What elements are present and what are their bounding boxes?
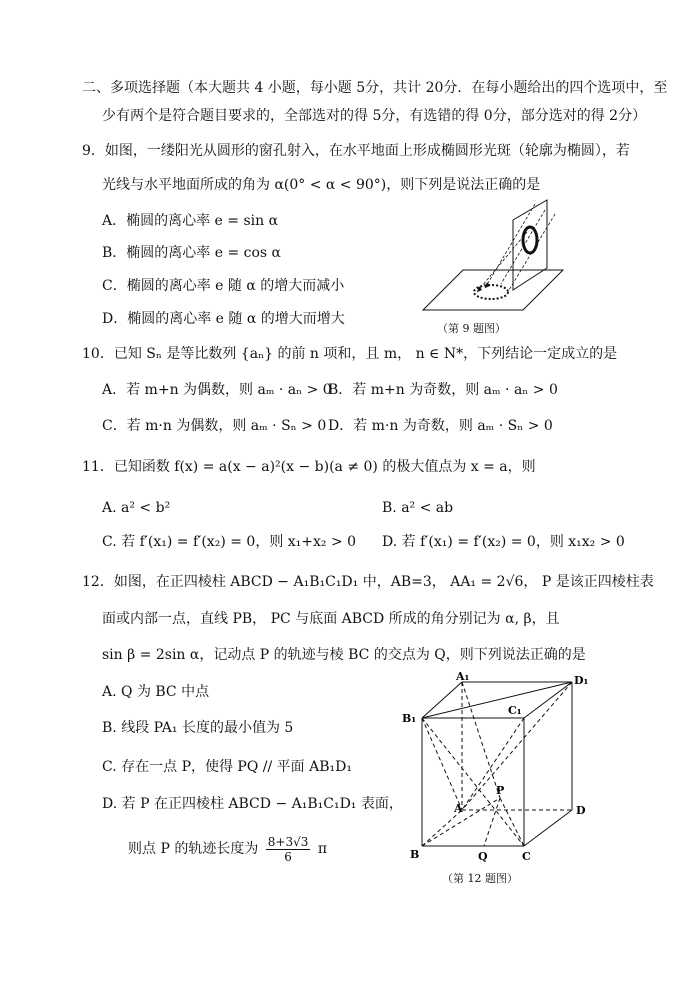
q12-option-d-suffix: π xyxy=(317,841,328,857)
q9-figure-caption: （第 9 题图） xyxy=(437,322,506,335)
q10-option-d: D．若 m·n 为奇数，则 aₘ · Sₙ > 0 xyxy=(328,418,553,434)
q12-stem-line3: sin β = 2sin α，记动点 P 的轨迹与棱 BC 的交点为 Q，则下列说法正确的是 xyxy=(102,647,586,663)
section-header-line1: 二、多项选择题（本大题共 4 小题，每小题 5分，共计 20分．在每小题给出的四个选项中，至 xyxy=(82,80,668,96)
q12-figure-caption: （第 12 题图） xyxy=(442,872,518,885)
q10-option-b: B．若 m+n 为奇数，则 aₘ · aₙ > 0 xyxy=(328,382,558,398)
q10-option-c: C．若 m·n 为偶数，则 aₘ · Sₙ > 0 xyxy=(102,418,327,434)
label-C1: C₁ xyxy=(508,704,522,717)
section-header-line2: 少有两个是符合题目要求的，全部选对的得 5分，有选错的得 0分，部分选对的得 2分） xyxy=(102,108,647,124)
label-B1: B₁ xyxy=(402,712,417,725)
q9-figure xyxy=(415,192,570,322)
label-C: C xyxy=(522,850,531,863)
q10-stem: 10．已知 Sₙ 是等比数列 {aₙ} 的前 n 项和，且 m， n ∈ N*，下列结论一定成立的是 xyxy=(82,346,618,362)
q11-option-c: C. 若 f′(x₁) = f′(x₂) = 0，则 x₁+x₂ > 0 xyxy=(102,534,357,550)
q11-stem: 11．已知函数 f(x) = a(x − a)²(x − b)(a ≠ 0) 的极大值点为 x = a，则 xyxy=(82,459,536,475)
label-A1: A₁ xyxy=(456,670,470,683)
q12-option-d-line2 xyxy=(128,834,327,864)
q12-fraction-numerator: 8+3√3 xyxy=(267,834,309,849)
q12-fraction xyxy=(266,835,311,864)
q12-stem-line1: 12．如图，在正四棱柱 ABCD − A₁B₁C₁D₁ 中，AB=3， AA₁ = 2√6， P 是该正四棱柱表 xyxy=(82,574,654,590)
q9-option-a: A．椭圆的离心率 e = sin α xyxy=(102,213,279,229)
label-A: A xyxy=(454,802,463,815)
q12-option-d-prefix: 则点 P 的轨迹长度为 xyxy=(128,841,259,857)
q11-option-a: A. a² < b² xyxy=(102,500,171,516)
q9-stem-line2: 光线与水平地面所成的角为 α(0° < α < 90°)，则下列是说法正确的是 xyxy=(102,177,541,193)
q9-option-d: D．椭圆的离心率 e 随 α 的增大而增大 xyxy=(102,311,345,327)
q12-option-d: D. 若 P 在正四棱柱 ABCD − A₁B₁C₁D₁ 表面， xyxy=(102,796,403,812)
label-Q: Q xyxy=(478,850,488,863)
q11-option-b: B. a² < ab xyxy=(382,500,454,516)
q12-stem-line2: 面或内部一点，直线 PB， PC 与底面 ABCD 所成的角分别记为 α, β，且 xyxy=(102,611,560,627)
label-P: P xyxy=(496,784,505,797)
q9-stem-line1: 9．如图，一缕阳光从圆形的窗孔射入，在水平地面上形成椭圆形光斑（轮廓为椭圆），若 xyxy=(82,143,630,159)
q12-figure xyxy=(396,670,596,870)
q12-option-c: C. 存在一点 P，使得 PQ // 平面 AB₁D₁ xyxy=(102,759,352,775)
q9-option-c: C．椭圆的离心率 e 随 α 的增大而减小 xyxy=(102,278,345,294)
q12-option-b: B. 线段 PA₁ 长度的最小值为 5 xyxy=(102,720,294,736)
label-D: D xyxy=(576,804,586,817)
q12-option-a: A. Q 为 BC 中点 xyxy=(102,684,210,700)
q12-fraction-denominator: 6 xyxy=(284,849,292,864)
label-B: B xyxy=(410,848,420,861)
q10-option-a: A．若 m+n 为偶数，则 aₘ · aₙ > 0 xyxy=(102,382,332,398)
q11-option-d: D. 若 f′(x₁) = f′(x₂) = 0，则 x₁x₂ > 0 xyxy=(382,534,625,550)
label-D1: D₁ xyxy=(574,674,589,687)
q9-option-b: B．椭圆的离心率 e = cos α xyxy=(102,245,282,261)
